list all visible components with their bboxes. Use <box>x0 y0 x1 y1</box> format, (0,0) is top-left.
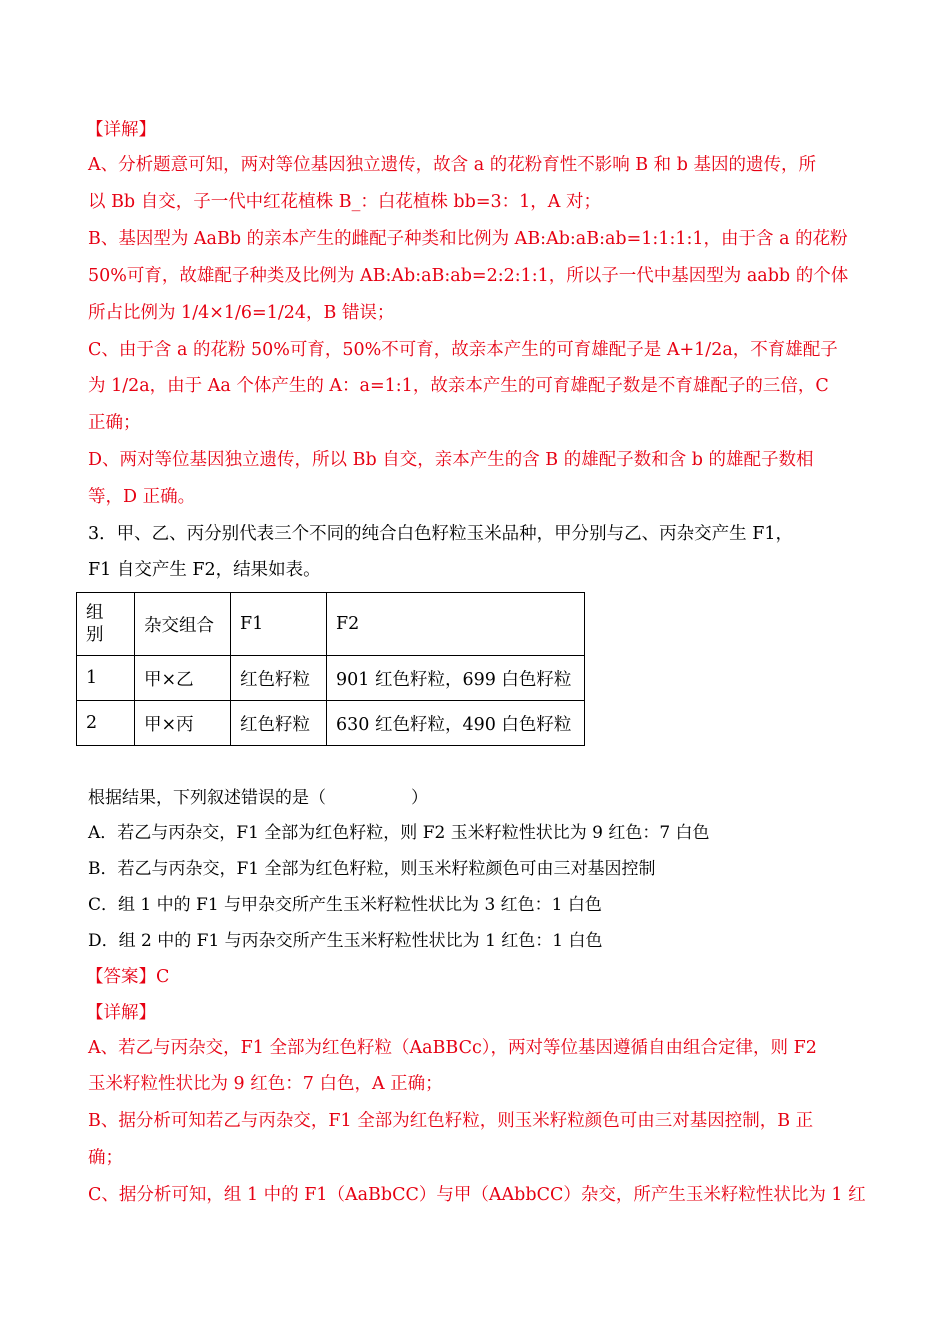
table-row <box>77 656 585 701</box>
table-row <box>77 701 585 746</box>
explanation-line: 等，D 正确。 <box>88 487 196 507</box>
option-d: D．组 2 中的 F1 与丙杂交所产生玉米籽粒性状比为 1 红色：1 白色 <box>88 931 603 951</box>
answer-value: C <box>156 967 170 987</box>
table-cell: 红色籽粒 <box>231 656 327 701</box>
explanation-line: 以 Bb 自交，子一代中红花植株 B_：白花植株 bb=3：1，A 对； <box>88 192 601 212</box>
explanation-line: D、两对等位基因独立遗传，所以 Bb 自交，亲本产生的含 B 的雄配子数和含 b 的雄配子数相 <box>88 450 814 470</box>
table-cell: 甲×乙 <box>135 656 231 701</box>
explanation-line: B、据分析可知若乙与丙杂交，F1 全部为红色籽粒，则玉米籽粒颜色可由三对基因控制，B 正 <box>88 1111 814 1131</box>
explanation-heading: 【详解】 <box>86 1003 156 1023</box>
header-cell-cross: 杂交组合 <box>135 593 231 656</box>
explanation-line: C、由于含 a 的花粉 50%可育，50%不可育，故亲本产生的可育雄配子是 A+1/2a，不育雄配子 <box>88 340 838 360</box>
explanation-line: 50%可育，故雄配子种类及比例为 AB:Ab:aB:ab=2:2:1:1，所以子一代中基因型为 aabb 的个体 <box>88 266 849 286</box>
header-cell-group <box>77 593 135 656</box>
explanation-line: 为 1/2a，由于 Aa 个体产生的 A：a=1:1，故亲本产生的可育雄配子数是不育雄配子的三倍，C <box>88 376 829 396</box>
explanation-heading: 【详解】 <box>86 120 156 140</box>
option-c: C．组 1 中的 F1 与甲杂交所产生玉米籽粒性状比为 3 红色：1 白色 <box>88 895 602 915</box>
explanation-line: B、基因型为 AaBb 的亲本产生的雌配子种类和比例为 AB:Ab:aB:ab=1:1:1:1，由于含 a 的花粉 <box>88 229 848 249</box>
table-cell: 901 红色籽粒，699 白色籽粒 <box>327 656 585 701</box>
question-stem: F1 自交产生 F2，结果如表。 <box>88 560 321 580</box>
explanation-line: A、若乙与丙杂交，F1 全部为红色籽粒（AaBBCc），两对等位基因遵循自由组合定律，则 F2 <box>88 1038 817 1058</box>
header-cell-f1: F1 <box>231 593 327 656</box>
option-a: A．若乙与丙杂交，F1 全部为红色籽粒，则 F2 玉米籽粒性状比为 9 红色：7 白色 <box>88 823 710 843</box>
header-text: 组 <box>86 603 104 623</box>
answer-line <box>86 964 876 990</box>
table-cell: 2 <box>77 701 135 746</box>
header-text: 别 <box>86 625 104 645</box>
table-cell: 甲×丙 <box>135 701 231 746</box>
question-stem: 3．甲、乙、丙分别代表三个不同的纯合白色籽粒玉米品种，甲分别与乙、丙杂交产生 F1， <box>88 524 793 544</box>
explanation-line: 正确； <box>88 413 141 433</box>
answer-label: 【答案】 <box>86 967 156 987</box>
explanation-line: 玉米籽粒性状比为 9 红色：7 白色，A 正确； <box>88 1074 443 1094</box>
explanation-line: 所占比例为 1/4×1/6=1/24，B 错误； <box>88 303 395 323</box>
explanation-line: A、分析题意可知，两对等位基因独立遗传，故含 a 的花粉育性不影响 B 和 b 基因的遗传，所 <box>88 155 817 175</box>
results-table <box>76 592 585 746</box>
table-cell: 1 <box>77 656 135 701</box>
explanation-line: 确； <box>88 1148 123 1168</box>
question-prompt: 根据结果，下列叙述错误的是（ ） <box>88 788 428 808</box>
table-cell: 630 红色籽粒，490 白色籽粒 <box>327 701 585 746</box>
table-header-row <box>77 593 585 656</box>
explanation-line: C、据分析可知，组 1 中的 F1（AaBbCC）与甲（AAbbCC）杂交，所产生玉米籽粒性状比为 1 红 <box>88 1185 866 1205</box>
option-b: B．若乙与丙杂交，F1 全部为红色籽粒，则玉米籽粒颜色可由三对基因控制 <box>88 859 656 879</box>
header-cell-f2: F2 <box>327 593 585 656</box>
table-cell: 红色籽粒 <box>231 701 327 746</box>
